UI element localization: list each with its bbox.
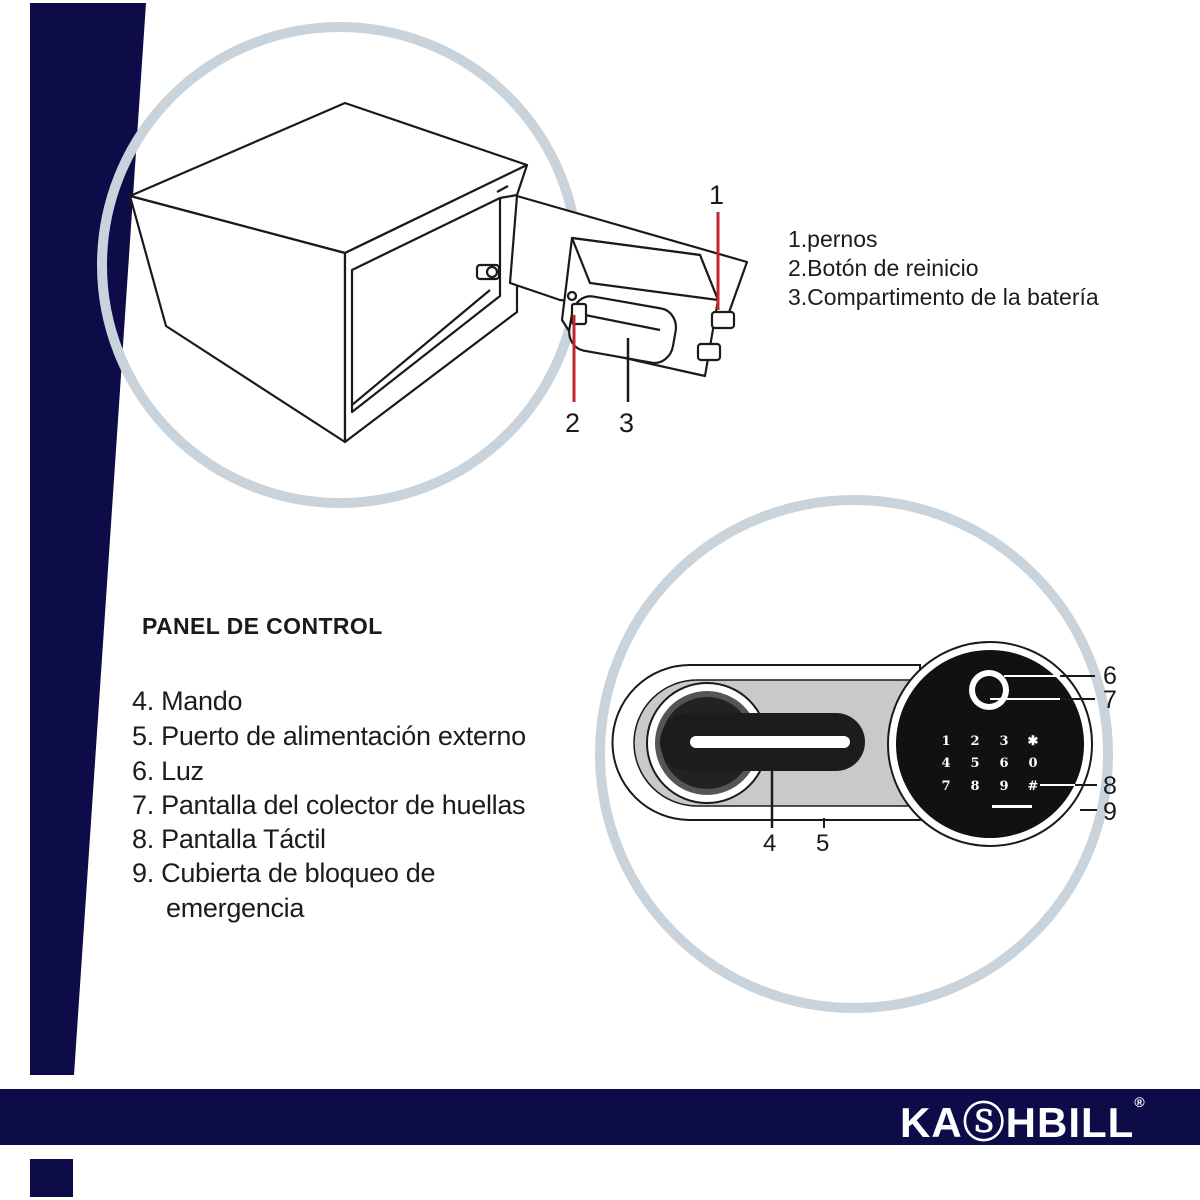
registered-mark: ® <box>1134 1094 1146 1110</box>
key: 3 <box>999 734 1009 749</box>
key: 8 <box>970 779 980 794</box>
panel-item-light: 6. Luz <box>132 756 204 786</box>
brand-name: KAⓈHBILL <box>900 1099 1135 1146</box>
control-panel-illustration <box>613 642 1093 846</box>
callout-number-4: 4 <box>763 830 777 857</box>
key: 6 <box>999 756 1009 771</box>
legend-item-reset-button: 2.Botón de reinicio <box>788 255 979 281</box>
panel-item-emergency-cover: 9. Cubierta de bloqueo de <box>132 858 436 888</box>
key: 5 <box>970 756 980 771</box>
key: 0 <box>1028 756 1038 771</box>
panel-item-emergency-cover-cont: emergencia <box>166 893 305 923</box>
panel-item-power-port: 5. Puerto de alimentación externo <box>132 721 526 751</box>
footer-square <box>30 1159 73 1197</box>
brand-logo <box>900 1090 1146 1150</box>
key: 4 <box>941 756 951 771</box>
key: 1 <box>941 734 951 749</box>
callout-number-7: 7 <box>1103 686 1117 714</box>
key: 9 <box>999 779 1009 794</box>
key: 2 <box>970 734 980 749</box>
callout-number-1: 1 <box>709 180 725 210</box>
callout-number-2: 2 <box>565 408 581 438</box>
panel-title: PANEL DE CONTROL <box>142 613 383 639</box>
legend-item-pernos: 1.pernos <box>788 226 878 252</box>
callout-number-9: 9 <box>1103 798 1117 826</box>
key: 7 <box>941 779 951 794</box>
key: ✱ <box>1027 734 1039 749</box>
callout-number-3: 3 <box>619 408 635 438</box>
callout-number-8: 8 <box>1103 772 1117 800</box>
panel-item-knob: 4. Mando <box>132 686 243 716</box>
legend-item-battery: 3.Compartimento de la batería <box>788 284 1099 310</box>
panel-item-touchscreen: 8. Pantalla Táctil <box>132 824 326 854</box>
panel-item-fingerprint: 7. Pantalla del colector de huellas <box>132 790 526 820</box>
safe-box-illustration <box>130 103 527 442</box>
callout-number-5: 5 <box>816 830 830 857</box>
key: # <box>1027 779 1039 794</box>
callout-number-6: 6 <box>1103 662 1117 690</box>
